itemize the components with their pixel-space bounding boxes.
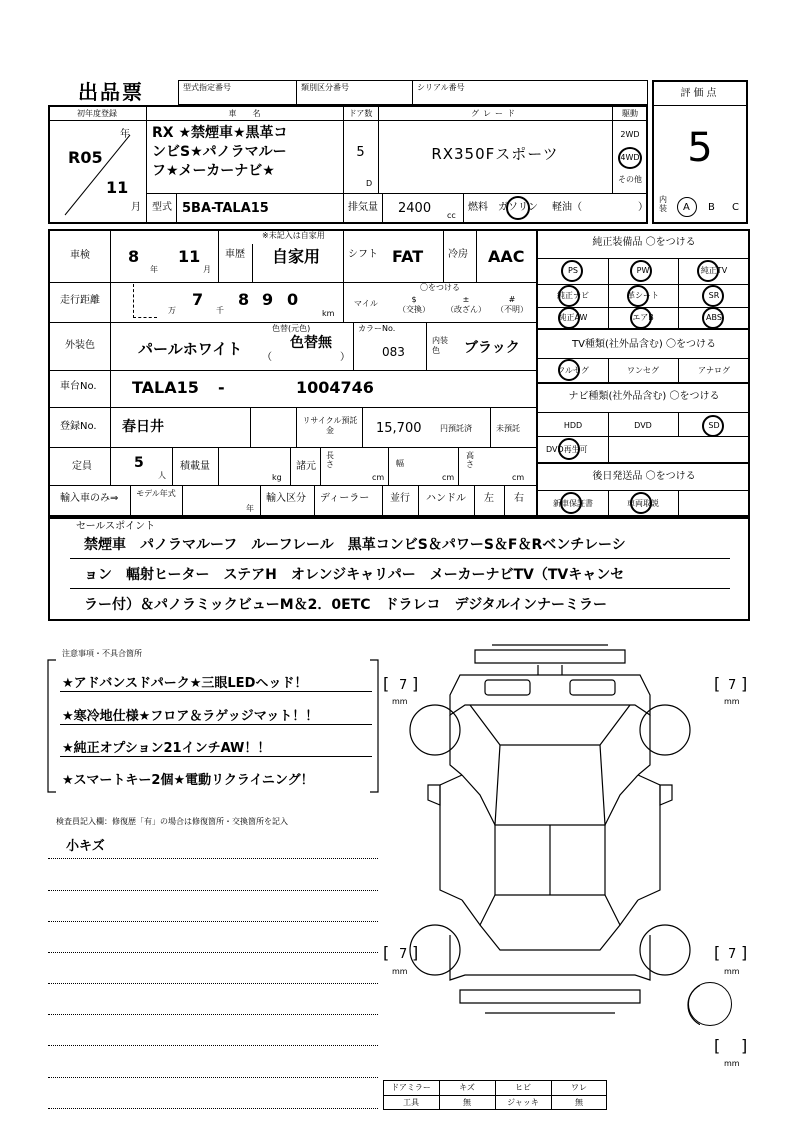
equip-pw: PW xyxy=(636,266,650,275)
equip-airbag: エアB xyxy=(632,313,654,322)
navi-title: ナビ種類(社外品含む) 〇をつける xyxy=(568,391,720,402)
tire-front-right-bracket: [ xyxy=(714,674,721,693)
grade-label: グレード xyxy=(471,109,519,118)
import-dealer: ディーラー xyxy=(320,493,370,504)
mileage-man: 万 xyxy=(168,306,176,315)
mileage-tamper: （改ざん） xyxy=(446,305,486,314)
equip-genuine-tv: 純正TV xyxy=(700,266,728,275)
mileage-unknown-sym: # xyxy=(508,295,516,304)
equip-genuine-aw: 純正AW xyxy=(558,313,588,322)
tv-fullseg-circle xyxy=(558,359,580,381)
recycle-value: 15,700 xyxy=(376,421,422,436)
recycle-paid: 円預託済 xyxy=(440,424,472,433)
first-reg-month-unit: 月 xyxy=(131,202,141,213)
tire-front-right: 7 xyxy=(728,678,737,693)
ac-value: AAC xyxy=(488,247,525,266)
mileage-digit-4: 0 xyxy=(287,290,299,309)
note-line-3: ★純正オプション21インチAW！！ xyxy=(62,741,271,756)
chassis-prefix: TALA15 xyxy=(132,378,199,397)
designation-box xyxy=(178,80,648,105)
mileage-label: 走行距離 xyxy=(60,295,100,306)
legend-tools-label: 工具 xyxy=(403,1098,419,1107)
score-value: 5 xyxy=(687,125,713,171)
equip-airbag-circle xyxy=(630,307,652,329)
equip-leather-seat: 革シート xyxy=(627,291,659,300)
equip-ps: PS xyxy=(568,266,578,275)
model-year-unit: 年 xyxy=(246,504,254,513)
mileage-digit-box-1 xyxy=(133,284,157,318)
chassis-label: 車台No. xyxy=(60,381,97,392)
load-label: 積載量 xyxy=(180,461,210,472)
displacement-value: 2400 xyxy=(398,201,432,216)
drive-2wd: 2WD xyxy=(620,130,640,139)
equip-genuine-navi: 純正ナビ xyxy=(557,291,589,300)
navi-dvd-play-circle xyxy=(558,438,580,460)
score-label: 評価点 xyxy=(680,88,720,99)
equip-genuine-tv-circle xyxy=(697,260,719,282)
grade-value: RX350Fスポーツ xyxy=(431,145,559,163)
mileage-digit-2: 8 xyxy=(238,290,250,309)
docs-title: 後日発送品 〇をつける xyxy=(592,471,696,482)
chassis-dash: - xyxy=(218,378,225,397)
navi-sd: SD xyxy=(708,421,720,430)
color-label: 外装色 xyxy=(65,340,95,351)
interior-color-label: 内装色 xyxy=(432,336,448,355)
inspection-month-unit: 月 xyxy=(203,265,211,274)
note-line-2: ★寒冷地仕様★フロア＆ラゲッジマット！！ xyxy=(62,709,319,724)
tv-title: TV種類(社外品含む) 〇をつける xyxy=(572,339,716,350)
recycle-label: リサイクル預託金 xyxy=(302,416,358,435)
legend-break: ワレ xyxy=(571,1083,587,1092)
handle-right: 右 xyxy=(514,493,524,504)
equip-genuine-navi-circle xyxy=(558,285,580,307)
import-class-label: 輸入区分 xyxy=(266,493,306,504)
length-cm: cm xyxy=(372,473,385,482)
repaint-label: 色替(元色) xyxy=(272,324,311,333)
equip-sr-circle xyxy=(702,285,724,307)
mileage-circle-note: 〇をつける xyxy=(420,283,460,292)
handle-label: ハンドル xyxy=(426,493,466,504)
mileage-tamper-sym: ± xyxy=(462,295,470,304)
car-name-label: 車 名 xyxy=(228,109,261,118)
model-year-label: モデル年式 xyxy=(136,489,176,498)
docs-manual: 車両取説 xyxy=(627,499,659,508)
tire-rear-left-bracket-r: ] xyxy=(412,943,419,962)
color-value: パールホワイト xyxy=(138,340,243,358)
tire-front-left: 7 xyxy=(399,678,408,693)
equip-abs: ABS xyxy=(706,313,722,322)
fuel-close: ） xyxy=(638,202,648,213)
mileage-exchange: （交換） xyxy=(398,305,430,314)
car-name-line-3: フ★メーカーナビ★ xyxy=(152,163,275,179)
chassis-number: 1004746 xyxy=(296,378,374,397)
equip-sr: SR xyxy=(708,291,720,300)
tire-rear-left-bracket: [ xyxy=(383,943,390,962)
mileage-unknown: （不明） xyxy=(496,305,528,314)
recycle-unpaid: 未預託 xyxy=(496,424,520,433)
tire-spare-unit: mm xyxy=(724,1059,740,1068)
notes-label: 注意事項・不具合箇所 xyxy=(62,649,142,658)
capacity-label: 定員 xyxy=(72,461,92,472)
width-label: 幅 xyxy=(396,459,404,468)
sales-line-2: ョン 輻射ヒーター ステアH オレンジキャリパー メーカーナビTV（TVキャンセ xyxy=(84,567,625,583)
tire-front-left-unit: mm xyxy=(392,697,408,706)
load-unit: kg xyxy=(272,473,282,482)
interior-c: C xyxy=(732,202,739,213)
fuel-label: 燃料 xyxy=(468,202,488,213)
doors-label: ドア数 xyxy=(348,109,373,118)
model-value: 5BA-TALA15 xyxy=(182,201,269,216)
interior-label: 内装 xyxy=(659,195,667,213)
legend-jack-label: ジャッキ xyxy=(507,1098,539,1107)
tire-rear-left-unit: mm xyxy=(392,967,408,976)
tire-rear-right-bracket-r: ] xyxy=(741,943,748,962)
legend-door-mirror: ドアミラー xyxy=(391,1083,431,1092)
fuel-gasoline: ガソリン xyxy=(498,202,538,213)
class-label: 類別区分番号 xyxy=(301,83,349,92)
tire-rear-left: 7 xyxy=(399,947,408,962)
docs-warranty: 新車保証書 xyxy=(553,499,593,508)
tire-rear-right-unit: mm xyxy=(724,967,740,976)
equip-ps-circle xyxy=(561,260,583,282)
inspection-label: 車検 xyxy=(70,250,90,261)
repaint-value: 色替無 xyxy=(290,335,332,351)
interior-b: B xyxy=(708,202,715,213)
displacement-label: 排気量 xyxy=(348,202,378,213)
tv-oneseg: ワンセグ xyxy=(627,366,659,375)
car-name-line-2: ンビS★パノラマルー xyxy=(152,144,287,160)
interior-a-circle xyxy=(677,197,697,217)
tire-rear-right-bracket: [ xyxy=(714,943,721,962)
width-cm: cm xyxy=(442,473,455,482)
legend-scratch: キズ xyxy=(459,1083,475,1092)
inspection-year: 8 xyxy=(128,247,140,266)
doors-value: 5 xyxy=(356,145,365,160)
first-reg-label: 初年度登録 xyxy=(77,109,117,118)
shift-label: シフト xyxy=(348,249,378,260)
reg-label: 登録No. xyxy=(60,421,97,432)
dims-label: 諸元 xyxy=(296,461,316,472)
interior-color-value: ブラック xyxy=(464,340,520,356)
navi-sd-circle xyxy=(702,415,724,437)
history-label: 車歴 xyxy=(225,249,245,260)
equip-pw-circle xyxy=(630,260,652,282)
serial-label: シリアル番号 xyxy=(417,83,465,92)
first-reg-year-unit: 年 xyxy=(120,129,130,140)
length-label: 長さ xyxy=(326,451,334,469)
drive-4wd: 4WD xyxy=(620,153,640,162)
spare-tire xyxy=(688,982,732,1026)
genuine-title: 純正装備品 〇をつける xyxy=(592,237,696,248)
reg-value: 春日井 xyxy=(122,419,164,435)
history-value: 自家用 xyxy=(272,247,321,266)
repaint-paren-open: （ xyxy=(262,352,272,363)
note-line-1: ★アドバンスドパーク★三眼LEDヘッド！ xyxy=(62,676,308,691)
ac-label: 冷房 xyxy=(448,249,468,260)
inspection-month: 11 xyxy=(178,247,201,266)
history-note: ※未記入は自家用 xyxy=(262,231,325,240)
tire-spare-bracket: [ xyxy=(714,1036,721,1055)
tire-front-left-bracket-r: ] xyxy=(412,674,419,693)
sales-line-1: 禁煙車 パノラマルーフ ルーフレール 黒革コンビS＆パワーS＆F＆Rベンチレーシ xyxy=(84,537,626,553)
interior-a: A xyxy=(683,202,690,213)
mileage-km: km xyxy=(322,309,335,318)
equip-abs-circle xyxy=(702,307,724,329)
designation-label: 型式指定番号 xyxy=(183,83,231,92)
mileage-digit-3: 9 xyxy=(262,290,274,309)
capacity-unit: 人 xyxy=(158,471,166,480)
equip-leather-seat-circle xyxy=(627,285,649,307)
mileage-sen: 千 xyxy=(216,306,224,315)
height-label: 高さ xyxy=(466,451,474,469)
handle-left: 左 xyxy=(484,493,494,504)
equip-genuine-aw-circle xyxy=(558,307,580,329)
color-no-value: 083 xyxy=(382,345,405,359)
navi-hdd: HDD xyxy=(563,421,583,430)
inspection-year-unit: 年 xyxy=(150,265,158,274)
tire-front-right-unit: mm xyxy=(724,697,740,706)
inspector-label: 検査員記入欄：修復歴「有」の場合は修復箇所・交換箇所を記入 xyxy=(56,817,288,826)
navi-dvd: DVD xyxy=(634,421,652,430)
color-no-label: カラーNo. xyxy=(358,324,396,333)
first-reg-slash xyxy=(60,130,140,220)
tv-fullseg: フルセグ xyxy=(557,366,589,375)
docs-warranty-circle xyxy=(560,492,582,514)
legend-crack: ヒビ xyxy=(515,1083,531,1092)
note-line-4: ★スマートキー2個★電動リクライニング！ xyxy=(62,773,314,788)
sales-label: セールスポイント xyxy=(76,521,156,532)
sheet-title: 出品票 xyxy=(78,80,144,104)
tv-analog: アナログ xyxy=(698,366,730,375)
docs-manual-circle xyxy=(630,492,652,514)
fuel-light-oil: 軽油（ xyxy=(552,202,582,213)
fuel-gasoline-circle xyxy=(506,196,530,220)
repaint-paren-close: ） xyxy=(340,352,350,363)
legend-jack-value: 無 xyxy=(575,1098,583,1107)
first-reg-era: R05 xyxy=(68,148,103,167)
first-reg-month: 11 xyxy=(106,178,129,197)
drive-label: 駆動 xyxy=(622,109,638,118)
mileage-digit-1: 7 xyxy=(192,290,204,309)
tire-rear-right: 7 xyxy=(728,947,737,962)
displacement-unit: cc xyxy=(447,211,456,220)
car-damage-diagram xyxy=(400,635,700,1025)
tire-spare-bracket-r: ] xyxy=(741,1036,748,1055)
drive-4wd-circle xyxy=(618,147,642,169)
car-name-line-1: RX ★禁煙車★黒革コ xyxy=(152,125,288,141)
inspector-value: 小キズ xyxy=(66,839,105,854)
mileage-mile: マイル xyxy=(354,299,378,308)
shift-value: FAT xyxy=(392,247,424,266)
import-label: 輸入車のみ⇒ xyxy=(60,493,119,504)
sales-line-3: ラー付）＆パノラミックビューM＆2．0ETC ドラレコ デジタルインナーミラー xyxy=(84,597,607,613)
mileage-exchange-sym: $ xyxy=(411,295,417,304)
import-parallel: 並行 xyxy=(390,493,410,504)
drive-other: その他 xyxy=(618,175,642,184)
model-label: 型式 xyxy=(152,202,172,213)
tire-front-right-bracket-r: ] xyxy=(741,674,748,693)
legend-tools-value: 無 xyxy=(463,1098,471,1107)
doors-d: D xyxy=(366,179,373,188)
capacity-value: 5 xyxy=(134,455,144,471)
height-cm: cm xyxy=(512,473,525,482)
navi-dvd-play: DVD再生可 xyxy=(546,445,588,454)
tire-front-left-bracket: [ xyxy=(383,674,390,693)
